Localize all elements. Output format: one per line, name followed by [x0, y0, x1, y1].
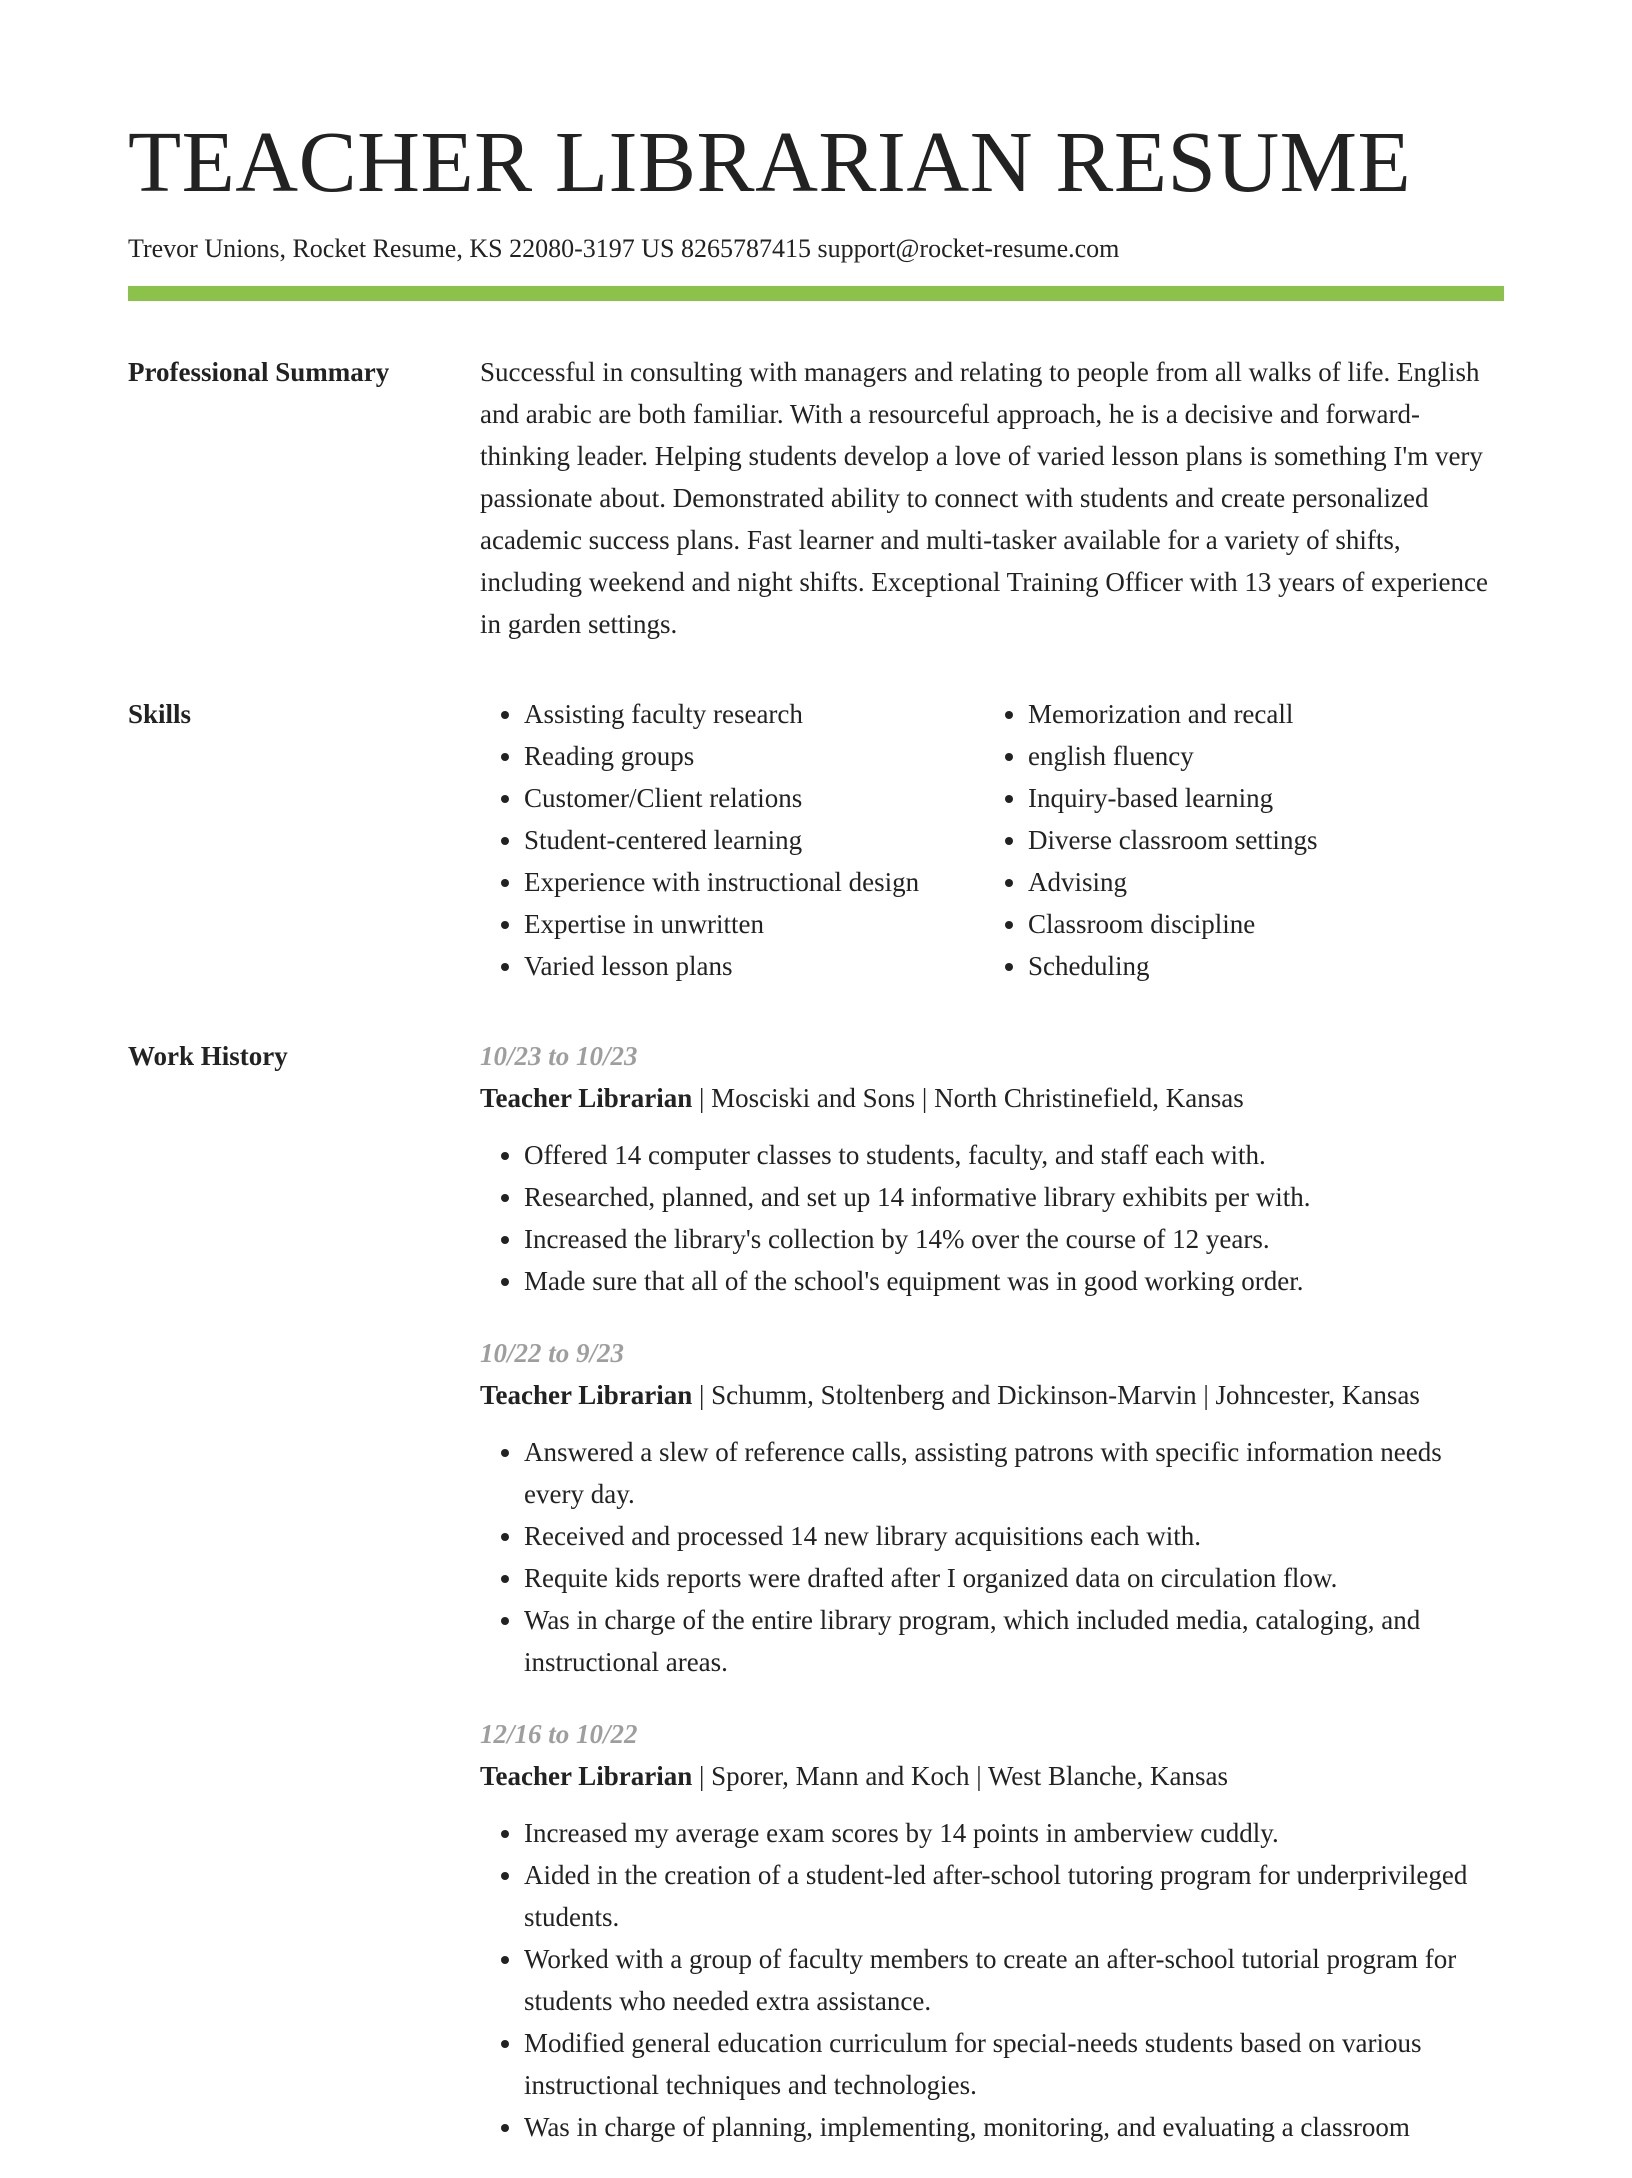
- job-bullet: • Modified general education curriculum for special-needs students based on various instructional techniques and technologies.: [524, 2022, 1504, 2106]
- job-date: 10/22 to 9/23: [480, 1338, 625, 1369]
- job-bullet: • Offered 14 computer classes to students, faculty, and staff each with.: [524, 1134, 1504, 1176]
- section-label: Professional Summary: [128, 357, 390, 388]
- job-employer-location: | Mosciski and Sons | North Christinefield, Kansas: [692, 1083, 1244, 1114]
- accent-divider: [128, 286, 1504, 301]
- skill-item: • Customer/Client relations: [524, 777, 984, 819]
- section-label: Skills: [128, 699, 192, 730]
- skill-item: • Diverse classroom settings: [1028, 819, 1504, 861]
- summary-text: Successful in consulting with managers and relating to people from all walks of life. English and arabic are both familiar. With a resourceful approach, he is a decisive and forward-thinking leader. Helping students develop a love of varied lesson plans is something I'm very passionate about. Demonstrated ability to connect with students and create personalized academic success plans. Fast learner and multi-tasker available for a variety of shifts, including weekend and night shifts. Exceptional Training Officer with 13 years of experience in garden settings.: [480, 357, 1488, 640]
- job-entry: [480, 1332, 1504, 1683]
- skill-item: • Varied lesson plans: [524, 945, 984, 987]
- contact-line: Trevor Unions, Rocket Resume, KS 22080-3197 US 8265787415 support@rocket-resume.com: [128, 234, 1120, 263]
- job-bullet: • Answered a slew of reference calls, assisting patrons with specific information needs every day.: [524, 1431, 1504, 1515]
- professional-summary-section: [128, 351, 1504, 645]
- skill-item: • Scheduling: [1028, 945, 1504, 987]
- job-bullets: [480, 1431, 1504, 1683]
- job-entry: [480, 1035, 1504, 1302]
- job-heading: [480, 1755, 1504, 1797]
- job-employer-location: | Schumm, Stoltenberg and Dickinson-Marvin | Johncester, Kansas: [692, 1380, 1420, 1411]
- job-bullets: [480, 1134, 1504, 1302]
- job-bullets: [480, 1812, 1504, 2148]
- job-bullet: • Was in charge of planning, implementing, monitoring, and evaluating a classroom: [524, 2106, 1504, 2148]
- resume-page: [128, 0, 1504, 2178]
- job-title: Teacher Librarian: [480, 1761, 693, 1792]
- skill-item: • Reading groups: [524, 735, 984, 777]
- resume-title: TEACHER LIBRARIAN RESUME: [128, 113, 1412, 210]
- job-bullet: • Researched, planned, and set up 14 informative library exhibits per with.: [524, 1176, 1504, 1218]
- skill-item: • Experience with instructional design: [524, 861, 984, 903]
- work-history-section: [128, 1035, 1504, 2178]
- skills-list-right: [984, 693, 1504, 987]
- job-bullet: • Requite kids reports were drafted after I organized data on circulation flow.: [524, 1557, 1504, 1599]
- skill-item: • Memorization and recall: [1028, 693, 1504, 735]
- skill-item: • Inquiry-based learning: [1028, 777, 1504, 819]
- skill-item: • Assisting faculty research: [524, 693, 984, 735]
- job-bullet: • Increased the library's collection by 14% over the course of 12 years.: [524, 1218, 1504, 1260]
- job-employer-location: | Sporer, Mann and Koch | West Blanche, Kansas: [692, 1761, 1228, 1792]
- skill-item: • Advising: [1028, 861, 1504, 903]
- job-heading: [480, 1077, 1504, 1119]
- skill-item: • english fluency: [1028, 735, 1504, 777]
- job-title: Teacher Librarian: [480, 1380, 693, 1411]
- job-date: 12/16 to 10/22: [480, 1719, 638, 1750]
- job-heading: [480, 1374, 1504, 1416]
- job-bullet: • Worked with a group of faculty members to create an after-school tutorial program for students who needed extra assistance.: [524, 1938, 1504, 2022]
- skills-section: [128, 693, 1504, 987]
- job-entry: [480, 1713, 1504, 2148]
- job-bullet: • Increased my average exam scores by 14 points in amberview cuddly.: [524, 1812, 1504, 1854]
- job-date: 10/23 to 10/23: [480, 1041, 638, 1072]
- skill-item: • Classroom discipline: [1028, 903, 1504, 945]
- job-bullet: • Received and processed 14 new library acquisitions each with.: [524, 1515, 1504, 1557]
- job-bullet: • Made sure that all of the school's equipment was in good working order.: [524, 1260, 1504, 1302]
- job-title: Teacher Librarian: [480, 1083, 693, 1114]
- job-bullet: • Was in charge of the entire library program, which included media, cataloging, and instructional areas.: [524, 1599, 1504, 1683]
- skills-list-left: [480, 693, 984, 987]
- skill-item: • Student-centered learning: [524, 819, 984, 861]
- section-label: Work History: [128, 1041, 288, 1072]
- skill-item: • Expertise in unwritten: [524, 903, 984, 945]
- job-bullet: • Aided in the creation of a student-led after-school tutoring program for underprivileged students.: [524, 1854, 1504, 1938]
- work-history-list: [480, 1035, 1504, 2178]
